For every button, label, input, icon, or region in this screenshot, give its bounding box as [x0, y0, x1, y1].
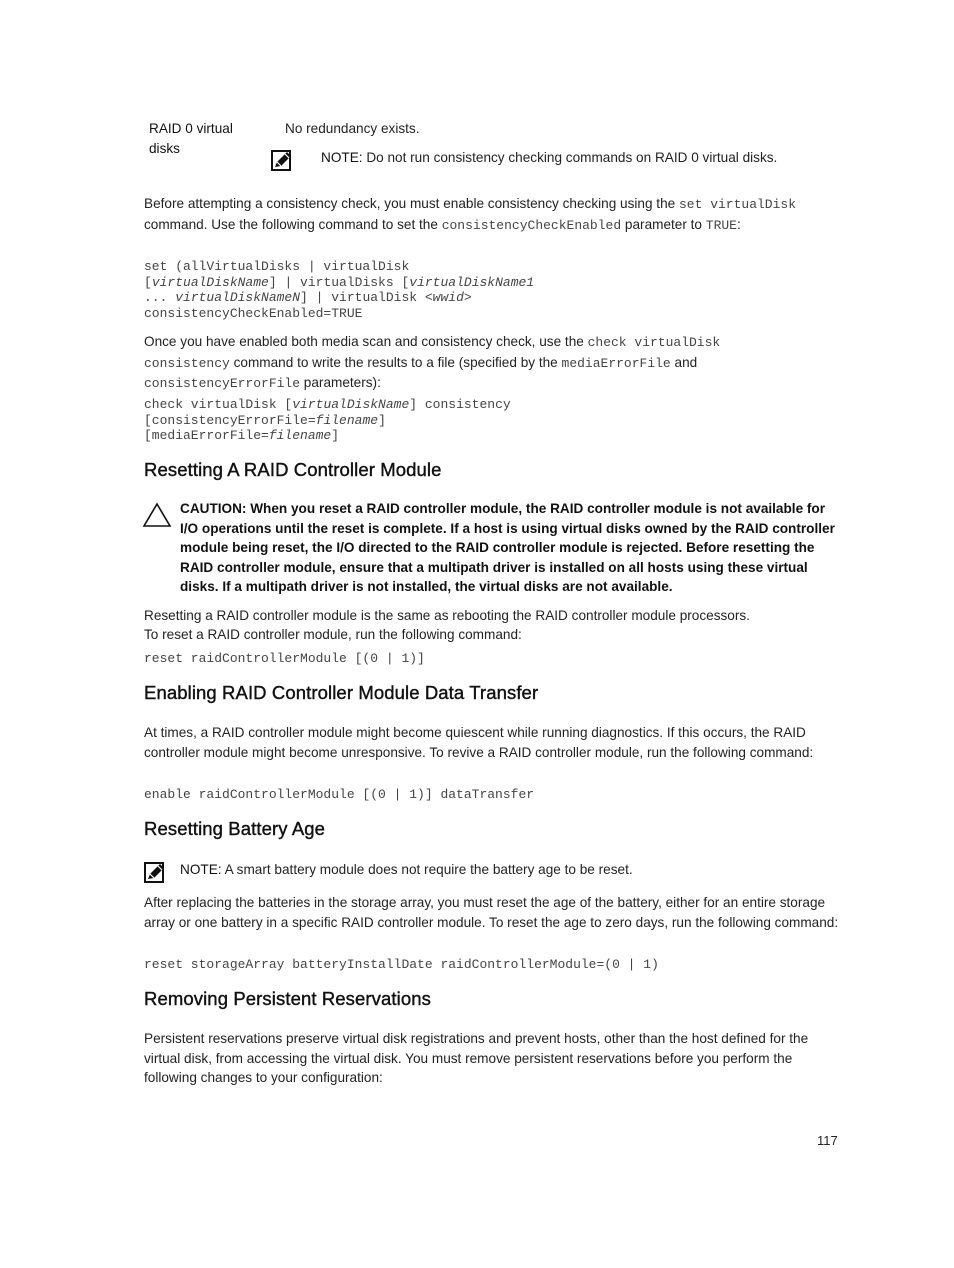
code-param: filename: [315, 412, 379, 428]
reset-description-line2: To reset a RAID controller module, run the following command:: [144, 627, 522, 642]
code-line: set (allVirtualDisks | virtualDisk: [144, 259, 410, 274]
table-row-description: No redundancy exists.: [285, 121, 420, 136]
reset-description-line1: Resetting a RAID controller module is the same as rebooting the RAID controller module processors.: [144, 608, 750, 623]
caution-text: CAUTION: When you reset a RAID controller module, the RAID controller module is not available for I/O operations until the reset is complete. If a host is using virtual disks owned by the RAID controller module being reset, the I/O directed to the RAID controller module is rejected. Before resetting the RAID controller module, ensure that a multipath driver is installed on all hosts using these virtual disks. If a multipath driver is not installed, the virtual disks are not available.: [180, 501, 835, 594]
code-line: consistencyCheckEnabled=TRUE: [144, 305, 363, 321]
text: Once you have enabled both media scan and consistency check, use the: [144, 334, 588, 349]
inline-code: consistencyErrorFile: [144, 376, 301, 391]
code-text: ...: [144, 290, 176, 305]
code-block-check-virtualdisk: [144, 397, 511, 444]
inline-code: consistencyCheckEnabled: [441, 217, 622, 233]
note-text: Do not run consistency checking commands on RAID 0 virtual disks.: [362, 150, 778, 165]
persistent-description: Persistent reservations preserve virtual disk registrations and prevent hosts, other than the host defined for the virtual disk, from accessing the virtual disk. You must remove persistent reservations before you perform the following changes to your configuration:: [144, 1031, 809, 1085]
text: parameter to: [621, 216, 706, 232]
text: and: [670, 354, 698, 370]
heading-resetting-raid-controller: Resetting A RAID Controller Module: [144, 459, 442, 480]
code-text: [: [144, 274, 152, 290]
code-param: virtualDiskName: [151, 274, 269, 290]
code-text: ] consistency: [409, 397, 511, 412]
note-text: A smart battery module does not require the battery age to be reset.: [221, 862, 633, 877]
text: command to write the results to a file (specified by the: [229, 354, 562, 370]
heading-resetting-battery-age: Resetting Battery Age: [144, 818, 326, 839]
code-param: virtualDiskNameN: [175, 290, 301, 305]
inline-code: mediaErrorFile: [561, 355, 671, 371]
text: parameters):: [300, 375, 381, 390]
note-pencil-icon: [271, 150, 293, 172]
inline-code: TRUE: [705, 217, 737, 233]
enable-description: At times, a RAID controller module might become quiescent while running diagnostics. If this occurs, the RAID controller module might become unresponsive. To revive a RAID controller module, run the following command:: [144, 725, 814, 760]
page-number: 117: [817, 1133, 838, 1148]
raid0-note: [321, 148, 777, 168]
code-reset-battery-age: reset storageArray batteryInstallDate raidControllerModule=(0 | 1): [144, 957, 659, 972]
note-label: NOTE:: [180, 862, 222, 877]
code-text: [consistencyErrorFile=: [144, 412, 316, 428]
code-param: wwid: [432, 290, 464, 305]
inline-code: check virtualDisk consistency: [144, 335, 721, 371]
paragraph-check-virtualdisk: [144, 332, 804, 394]
code-text: ] | virtualDisks [: [268, 274, 410, 290]
battery-description: After replacing the batteries in the storage array, you must reset the age of the battery, either for an entire storage array or one battery in a specific RAID controller module. To reset the age to zero days, run the following command:: [144, 895, 839, 930]
table-row-label: RAID 0 virtual disks: [149, 121, 233, 156]
code-param: filename: [268, 428, 332, 443]
heading-enabling-data-transfer: Enabling RAID Controller Module Data Transfer: [144, 682, 539, 703]
code-text: [mediaErrorFile=: [144, 428, 269, 443]
paragraph-consistency-enable: [144, 194, 824, 235]
inline-code: set virtualDisk: [678, 197, 797, 212]
code-enable-data-transfer: enable raidControllerModule [(0 | 1)] dataTransfer: [144, 787, 535, 802]
code-text: ] | virtualDisk <: [300, 290, 433, 305]
code-block-set-virtualdisk: [144, 259, 534, 321]
heading-removing-persistent-reservations: Removing Persistent Reservations: [144, 988, 431, 1009]
text: command. Use the following command to set the: [144, 216, 442, 232]
code-param: virtualDiskName: [292, 397, 410, 412]
note-label: NOTE:: [321, 150, 363, 165]
code-text: check virtualDisk [: [144, 397, 293, 412]
note-pencil-icon: [144, 862, 166, 884]
text: :: [736, 216, 741, 232]
code-text: ]: [378, 412, 386, 428]
code-text: ]: [331, 428, 340, 443]
battery-note: [180, 860, 633, 880]
code-reset-controller: reset raidControllerModule [(0 | 1)]: [144, 651, 425, 666]
text: Before attempting a consistency check, you must enable consistency checking using the: [144, 196, 679, 211]
caution-triangle-icon: [142, 502, 172, 528]
code-text: >: [463, 290, 472, 305]
code-param: virtualDiskName1: [409, 274, 535, 290]
